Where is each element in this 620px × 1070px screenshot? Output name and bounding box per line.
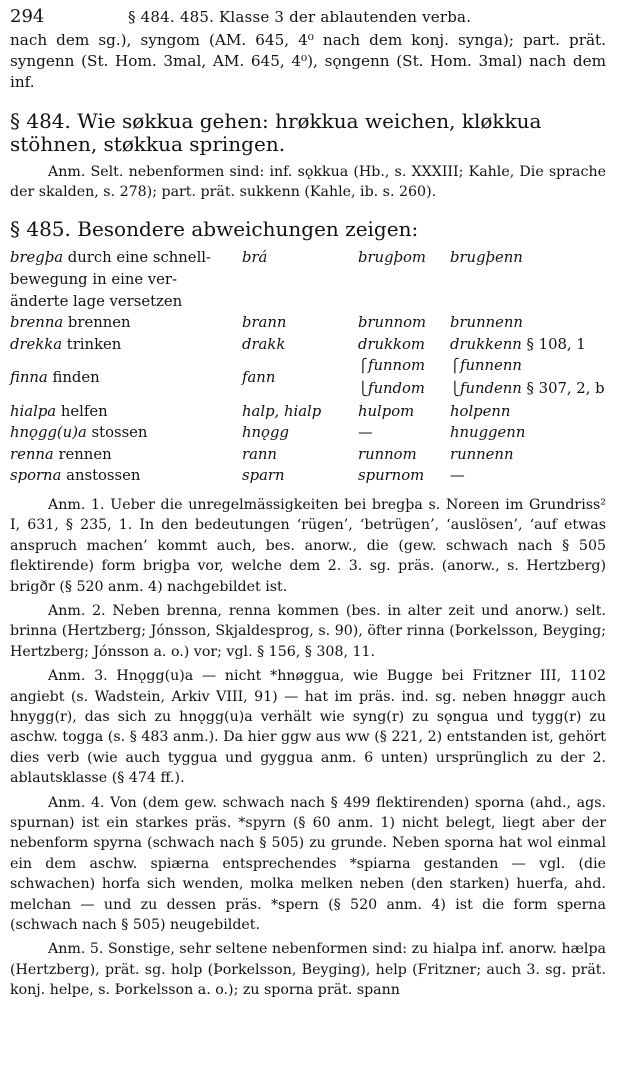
section-485-heading: § 485. Besondere abweichungen zeigen:: [10, 217, 419, 242]
note-5: Anm. 5. Sonstige, sehr seltene nebenformen sind: zu hialpa inf. anorw. hælpa (Hertzberg), prät. sg. holp (Þorkelsson, Beyging), help (Fritzner; auch 3. sg. prät. konj. helpe, s. Þorkelsson a. o.); zu sporna prät. spann: [10, 941, 606, 999]
brace-bottom: ⎩: [450, 381, 460, 397]
pret-pl: hulpom: [358, 402, 415, 420]
gloss: durch eine schnell-: [67, 249, 212, 267]
pret-sg: sparn: [242, 467, 285, 485]
brace-top: ⎧: [450, 359, 460, 375]
pret-pl: —: [358, 424, 373, 442]
section-484-heading: § 484. Wie søkkua gehen: hrøkkua weichen, kløkkua stöhnen, støkkua springen.: [10, 108, 542, 156]
note-2: Anm. 2. Neben brenna, renna kommen (bes. in alter zeit und anorw.) selt. brinna (Hertzberg; Jónsson, Skjaldesprog, s. 90), öfter rinna (Þorkelsson, Beyging; Hertzberg; Jónsson a. o.) vor; vgl. § 156, § 308, 11.: [10, 602, 606, 660]
note-3: Anm. 3. Hnǫgg(u)a — nicht *hnøggua, wie Bugge bei Fritzner III, 1102 angiebt (s. Wadstein, Arkiv VIII, 91) — hat im präs. ind. sg. neben hnøggr auch hnygg(r), das sich zu hnǫgg(u)a verhält wie syng(r) zu sǫngua und tygg(r) zu aschw. togga (s. § 483 anm.). Da hier ggw aus ww (§ 221, 2) entstanden ist, gehört dies verb (wie auch tyggua und gyggua anm. 6 unten) ursprünglich zu der 2. ablautsklasse (§ 474 ff.).: [10, 668, 606, 787]
pret-pl: funnom: [368, 357, 426, 375]
table-row: [10, 334, 606, 356]
pret-sg: drakk: [242, 335, 286, 353]
verb-forms-table: [10, 247, 606, 487]
infinitive: hialpa: [10, 402, 57, 420]
gloss: anstossen: [66, 467, 141, 485]
brace-bottom: ⎩: [358, 381, 368, 397]
table-row: [10, 355, 606, 400]
pret-pl: runnom: [358, 445, 417, 463]
infinitive: sporna: [10, 467, 62, 485]
participle-variant: fundenn: [460, 379, 522, 397]
brace-top: ⎧: [358, 359, 368, 375]
table-row: [10, 247, 606, 269]
pret-pl: drukkom: [358, 335, 425, 353]
gloss: bewegung in eine ver-: [10, 271, 177, 289]
section-reference: § 108, 1: [526, 335, 586, 353]
table-row: [10, 465, 606, 487]
gloss: finden: [52, 369, 100, 387]
pret-sg: halp, hialp: [242, 402, 322, 420]
pret-pl: brunnom: [358, 314, 427, 332]
infinitive: finna: [10, 369, 48, 387]
infinitive: bregþa: [10, 249, 64, 267]
infinitive: renna: [10, 445, 54, 463]
gloss: änderte lage versetzen: [10, 292, 183, 310]
table-row: [10, 422, 606, 444]
pret-sg: hnǫgg: [242, 424, 289, 442]
note-1: Anm. 1. Ueber die unregelmässigkeiten bei bregþa s. Noreen im Grundriss² I, 631, § 235, 1. In den bedeutungen ‘rügen’, ‘betrügen’, ‘auslösen’, ‘auf etwas anspruch machen’ kommt auch, bes. anorw., die (gew. schwach nach § 505 flektirende) form brigþa vor, welche dem 2. 3. sg. präs. (anorw., s. Hertzberg) brigðr (§ 520 anm. 4) nachgebildet ist.: [10, 496, 606, 595]
table-row: [10, 291, 606, 313]
participle: hnuggenn: [450, 424, 526, 442]
participle: drukkenn: [450, 335, 522, 353]
note-4: Anm. 4. Von (dem gew. schwach nach § 499 flektirenden) sporna (ahd., ags. spurnan) ist ein starkes präs. *spyrn (§ 60 anm. 1) nicht belegt, liegt aber der nebenform spyrna (schwach nach § 505) zu grunde. Neben sporna hat wol einmal ein dem aschw. spiærna entsprechendes *spiarna gestanden — vgl. (die schwachen) horfa sich wenden, molka melken neben (den starken) huerfa, ahd. melchan — und zu dessen präs. *spern (§ 520 anm. 4) ist die form sperna (schwach nach § 505) neugebildet.: [10, 794, 606, 934]
continued-paragraph: nach dem sg.), syngom (AM. 645, 4⁰ nach dem konj. synga); part. prät. syngenn (St. Hom. 3mal, AM. 645, 4⁰), sǫngenn (St. Hom. 3mal) nach dem inf.: [10, 31, 606, 92]
pret-sg: fann: [242, 369, 276, 387]
pret-sg: brá: [242, 249, 268, 267]
pret-sg: brann: [242, 314, 287, 332]
running-header: [10, 6, 606, 30]
gloss: stossen: [91, 424, 148, 442]
page: [10, 6, 606, 1001]
table-row: [10, 269, 606, 291]
gloss: trinken: [66, 335, 122, 353]
participle: —: [450, 467, 465, 485]
infinitive: hnǫgg(u)a: [10, 424, 87, 442]
infinitive: brenna: [10, 314, 64, 332]
participle: holpenn: [450, 402, 511, 420]
table-row: [10, 444, 606, 466]
gloss: brennen: [67, 314, 131, 332]
page-number: 294: [10, 6, 45, 27]
section-reference: § 307, 2, b: [526, 379, 605, 397]
pret-pl-variant: fundom: [368, 379, 425, 397]
gloss: helfen: [60, 402, 108, 420]
running-title: § 484. 485. Klasse 3 der ablautenden verba.: [128, 8, 472, 26]
section-484-note: Anm. Selt. nebenformen sind: inf. sǫkkua (Hb., s. XXXIII; Kahle, Die sprache der skalden, s. 278); part. prät. sukkenn (Kahle, ib. s. 260).: [10, 163, 606, 201]
pret-sg: rann: [242, 445, 277, 463]
table-row: [10, 401, 606, 423]
pret-pl: spurnom: [358, 467, 425, 485]
table-row: [10, 312, 606, 334]
participle: brunnenn: [450, 314, 523, 332]
pret-pl: brugþom: [358, 249, 426, 267]
gloss: rennen: [58, 445, 112, 463]
participle: funnenn: [460, 357, 522, 375]
participle: runnenn: [450, 445, 514, 463]
participle: brugþenn: [450, 249, 523, 267]
infinitive: drekka: [10, 335, 63, 353]
